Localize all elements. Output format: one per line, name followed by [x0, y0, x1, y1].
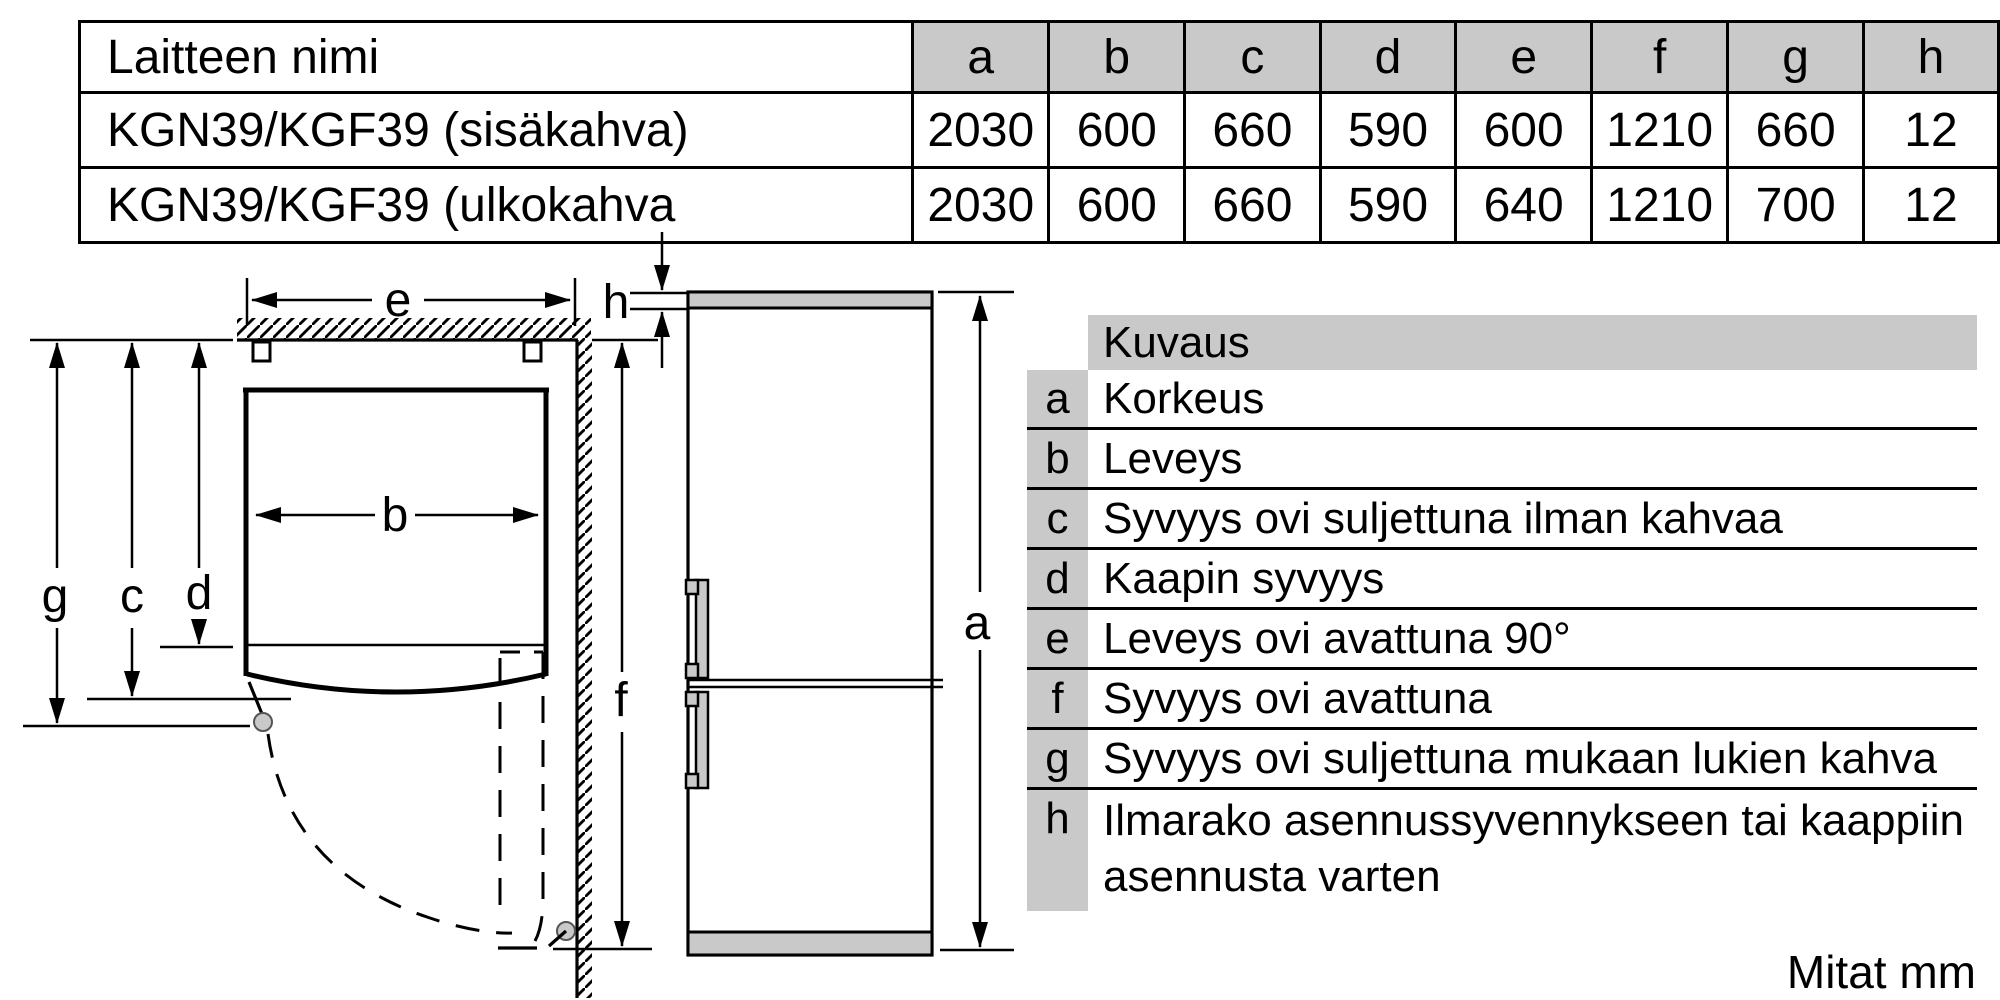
legend-key: c — [1027, 490, 1088, 547]
value-a: 2030 — [913, 168, 1049, 243]
value-g: 700 — [1728, 168, 1864, 243]
legend-label: Ilmarako asennussyvennykseen tai kaappiin asennusta varten — [1103, 796, 1964, 901]
value-d: 590 — [1320, 168, 1456, 243]
spec-table-header-b: b — [1049, 22, 1185, 93]
value-e: 640 — [1456, 168, 1592, 243]
dim-f — [614, 343, 628, 946]
legend-header-spacer — [1027, 315, 1088, 370]
legend-row-g — [1027, 730, 1977, 790]
fridge-plinth — [688, 932, 932, 955]
value-c: 660 — [1185, 168, 1321, 243]
legend-label: Kaapin syvyys — [1103, 554, 1385, 603]
value-g: 660 — [1728, 93, 1864, 168]
model-name: KGN39/KGF39 (ulkokahva — [80, 168, 913, 243]
legend-row-h — [1027, 790, 1977, 911]
dim-d — [186, 343, 213, 644]
legend-row-d — [1027, 550, 1977, 610]
legend-key: b — [1027, 430, 1088, 487]
spec-table-header-c: c — [1185, 22, 1321, 93]
wall-hatch — [577, 340, 592, 998]
legend-label: Korkeus — [1103, 374, 1265, 423]
spec-table-header-d: d — [1320, 22, 1456, 93]
legend-label: Leveys — [1103, 434, 1243, 483]
spec-table-header-a: a — [913, 22, 1049, 93]
legend-key: h — [1027, 790, 1088, 911]
spec-table-name-header: Laitteen nimi — [80, 22, 913, 93]
door-swing-arc — [268, 734, 512, 933]
dim-a — [938, 292, 1014, 950]
hinge-spacer-right — [524, 342, 541, 361]
top-view-drawing — [23, 232, 688, 998]
dim-c — [120, 343, 144, 696]
value-b: 600 — [1049, 93, 1185, 168]
legend-header-row — [1027, 315, 1977, 370]
hinge-spacer-left — [253, 342, 270, 361]
value-f: 1210 — [1591, 93, 1727, 168]
fridge-body — [688, 292, 932, 955]
ceiling-hatch — [237, 318, 591, 340]
legend-row-e — [1027, 610, 1977, 670]
dim-label-d: d — [185, 567, 213, 620]
value-b: 600 — [1049, 168, 1185, 243]
legend-label: Syvyys ovi suljettuna ilman kahvaa — [1103, 494, 1783, 543]
value-c: 660 — [1185, 93, 1321, 168]
dim-label-f: f — [614, 674, 628, 727]
door-hinge-pin — [254, 713, 272, 731]
spec-table-header-g: g — [1728, 22, 1864, 93]
legend-key: f — [1027, 670, 1088, 727]
legend-label: Syvyys ovi avattuna — [1103, 674, 1492, 723]
value-h: 12 — [1863, 93, 1998, 168]
dim-h — [603, 232, 688, 368]
value-a: 2030 — [913, 93, 1049, 168]
dim-label-h: h — [602, 276, 630, 329]
legend-key: g — [1027, 730, 1088, 787]
fridge-top-band — [688, 292, 932, 308]
legend-row-f — [1027, 670, 1977, 730]
value-h: 12 — [1863, 168, 1998, 243]
dim-label-c: c — [120, 570, 144, 623]
legend-table — [1027, 315, 1977, 911]
model-name: KGN39/KGF39 (sisäkahva) — [80, 93, 913, 168]
legend-key: d — [1027, 550, 1088, 607]
spec-table-header-h: h — [1863, 22, 1998, 93]
open-door-outer-edge — [535, 652, 543, 941]
dim-b — [256, 489, 538, 542]
value-d: 590 — [1320, 93, 1456, 168]
dim-label-b: b — [381, 489, 409, 542]
dim-g — [42, 343, 69, 723]
spec-table-header-f: f — [1591, 22, 1727, 93]
legend-row-a — [1027, 370, 1977, 430]
value-e: 600 — [1456, 93, 1592, 168]
front-view-drawing — [686, 292, 1014, 955]
value-f: 1210 — [1591, 168, 1727, 243]
legend-header-title: Kuvaus — [1088, 315, 1977, 370]
legend-key: a — [1027, 370, 1088, 427]
legend-row-b — [1027, 430, 1977, 490]
units-note: Mitat mm — [1786, 946, 1976, 998]
legend-label: Leveys ovi avattuna 90° — [1103, 614, 1571, 663]
legend-row-c — [1027, 490, 1977, 550]
spec-table-header-e: e — [1456, 22, 1592, 93]
legend-label: Syvyys ovi suljettuna mukaan lukien kahva — [1103, 734, 1937, 783]
dim-label-e: e — [384, 274, 412, 327]
dim-label-a: a — [963, 597, 991, 650]
legend-key: e — [1027, 610, 1088, 667]
dim-label-g: g — [41, 570, 69, 623]
